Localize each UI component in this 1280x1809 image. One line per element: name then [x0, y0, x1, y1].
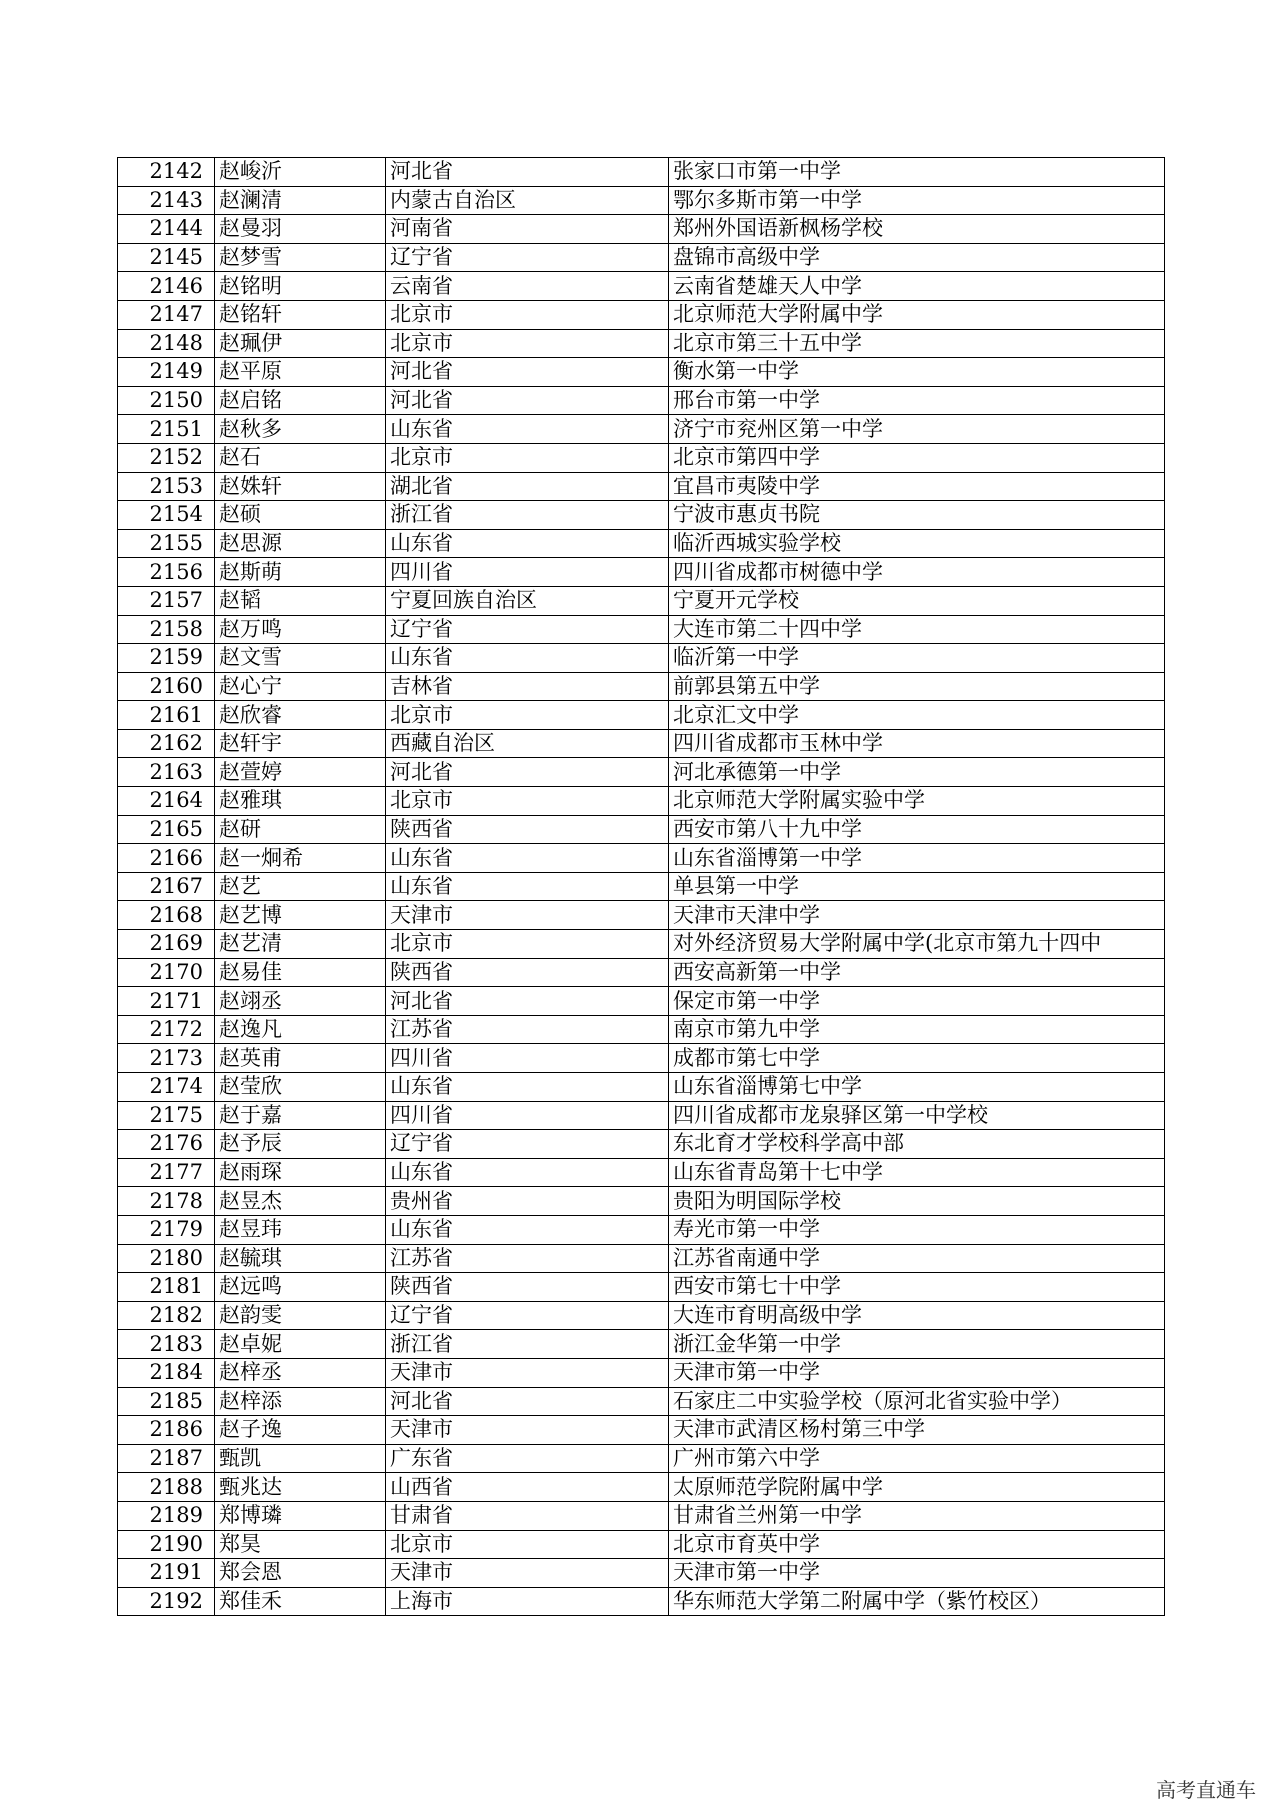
province-cell: 北京市	[386, 329, 669, 358]
row-number-cell: 2154	[118, 501, 215, 530]
student-name-cell: 赵铭明	[215, 272, 386, 301]
province-cell: 辽宁省	[386, 243, 669, 272]
province-cell: 河北省	[386, 758, 669, 787]
table-row	[118, 1101, 1165, 1130]
table-row	[118, 1130, 1165, 1159]
province-cell: 辽宁省	[386, 1130, 669, 1159]
student-name-cell: 赵昱玮	[215, 1215, 386, 1244]
province-cell: 云南省	[386, 272, 669, 301]
school-name-cell: 前郭县第五中学	[669, 672, 1165, 701]
school-name-cell: 云南省楚雄天人中学	[669, 272, 1165, 301]
table-row	[118, 272, 1165, 301]
table-row	[118, 1559, 1165, 1588]
school-name-cell: 江苏省南通中学	[669, 1244, 1165, 1273]
row-number-cell: 2165	[118, 815, 215, 844]
table-row	[118, 1330, 1165, 1359]
table-row	[118, 1444, 1165, 1473]
province-cell: 山西省	[386, 1473, 669, 1502]
province-cell: 广东省	[386, 1444, 669, 1473]
row-number-cell: 2159	[118, 644, 215, 673]
row-number-cell: 2153	[118, 472, 215, 501]
school-name-cell: 单县第一中学	[669, 872, 1165, 901]
table-row	[118, 1473, 1165, 1502]
row-number-cell: 2173	[118, 1044, 215, 1073]
row-number-cell: 2188	[118, 1473, 215, 1502]
student-name-cell: 郑佳禾	[215, 1587, 386, 1616]
school-name-cell: 济宁市兖州区第一中学	[669, 415, 1165, 444]
table-row	[118, 729, 1165, 758]
school-name-cell: 保定市第一中学	[669, 987, 1165, 1016]
student-name-cell: 赵心宁	[215, 672, 386, 701]
table-row	[118, 930, 1165, 959]
student-name-cell: 赵英甫	[215, 1044, 386, 1073]
table-row	[118, 1015, 1165, 1044]
school-name-cell: 太原师范学院附属中学	[669, 1473, 1165, 1502]
province-cell: 四川省	[386, 1101, 669, 1130]
student-name-cell: 赵艺	[215, 872, 386, 901]
school-name-cell: 山东省淄博第一中学	[669, 844, 1165, 873]
province-cell: 上海市	[386, 1587, 669, 1616]
province-cell: 天津市	[386, 1358, 669, 1387]
table-row	[118, 1158, 1165, 1187]
school-name-cell: 盘锦市高级中学	[669, 243, 1165, 272]
school-name-cell: 山东省青岛第十七中学	[669, 1158, 1165, 1187]
table-row	[118, 1044, 1165, 1073]
school-name-cell: 大连市第二十四中学	[669, 615, 1165, 644]
province-cell: 湖北省	[386, 472, 669, 501]
row-number-cell: 2192	[118, 1587, 215, 1616]
student-name-cell: 赵斯萌	[215, 558, 386, 587]
row-number-cell: 2151	[118, 415, 215, 444]
row-number-cell: 2191	[118, 1559, 215, 1588]
row-number-cell: 2184	[118, 1358, 215, 1387]
row-number-cell: 2157	[118, 586, 215, 615]
watermark-text: 高考直通车	[1156, 1778, 1256, 1802]
province-cell: 西藏自治区	[386, 729, 669, 758]
row-number-cell: 2170	[118, 958, 215, 987]
school-name-cell: 四川省成都市龙泉驿区第一中学校	[669, 1101, 1165, 1130]
school-name-cell: 甘肃省兰州第一中学	[669, 1501, 1165, 1530]
student-name-cell: 赵姝轩	[215, 472, 386, 501]
school-name-cell: 西安高新第一中学	[669, 958, 1165, 987]
school-name-cell: 四川省成都市树德中学	[669, 558, 1165, 587]
student-name-cell: 赵曼羽	[215, 215, 386, 244]
table-row	[118, 701, 1165, 730]
school-name-cell: 南京市第九中学	[669, 1015, 1165, 1044]
province-cell: 江苏省	[386, 1244, 669, 1273]
student-name-cell: 赵雨琛	[215, 1158, 386, 1187]
student-name-cell: 赵易佳	[215, 958, 386, 987]
student-name-cell: 赵轩宇	[215, 729, 386, 758]
table-row	[118, 472, 1165, 501]
row-number-cell: 2150	[118, 386, 215, 415]
table-row	[118, 1244, 1165, 1273]
province-cell: 山东省	[386, 644, 669, 673]
table-row	[118, 1587, 1165, 1616]
school-name-cell: 衡水第一中学	[669, 358, 1165, 387]
province-cell: 北京市	[386, 443, 669, 472]
province-cell: 北京市	[386, 701, 669, 730]
school-name-cell: 广州市第六中学	[669, 1444, 1165, 1473]
row-number-cell: 2180	[118, 1244, 215, 1273]
student-name-cell: 赵澜清	[215, 186, 386, 215]
province-cell: 河北省	[386, 158, 669, 187]
school-name-cell: 北京汇文中学	[669, 701, 1165, 730]
student-name-cell: 赵韵雯	[215, 1301, 386, 1330]
row-number-cell: 2181	[118, 1273, 215, 1302]
row-number-cell: 2163	[118, 758, 215, 787]
student-name-cell: 赵卓妮	[215, 1330, 386, 1359]
student-name-cell: 赵启铭	[215, 386, 386, 415]
table-row	[118, 529, 1165, 558]
school-name-cell: 宁波市惠贞书院	[669, 501, 1165, 530]
province-cell: 四川省	[386, 558, 669, 587]
school-name-cell: 北京市第四中学	[669, 443, 1165, 472]
row-number-cell: 2147	[118, 300, 215, 329]
province-cell: 吉林省	[386, 672, 669, 701]
table-row	[118, 1387, 1165, 1416]
school-name-cell: 宁夏开元学校	[669, 586, 1165, 615]
school-name-cell: 临沂西城实验学校	[669, 529, 1165, 558]
student-name-cell: 赵欣睿	[215, 701, 386, 730]
school-name-cell: 浙江金华第一中学	[669, 1330, 1165, 1359]
school-name-cell: 四川省成都市玉林中学	[669, 729, 1165, 758]
student-name-cell: 赵硕	[215, 501, 386, 530]
student-name-cell: 郑昊	[215, 1530, 386, 1559]
student-name-cell: 赵艺清	[215, 930, 386, 959]
school-name-cell: 西安市第八十九中学	[669, 815, 1165, 844]
province-cell: 北京市	[386, 300, 669, 329]
student-name-cell: 赵秋多	[215, 415, 386, 444]
student-name-cell: 甄凯	[215, 1444, 386, 1473]
table-row	[118, 186, 1165, 215]
table-row	[118, 872, 1165, 901]
student-name-cell: 赵艺博	[215, 901, 386, 930]
school-name-cell: 贵阳为明国际学校	[669, 1187, 1165, 1216]
table-row	[118, 787, 1165, 816]
school-name-cell: 东北育才学校科学高中部	[669, 1130, 1165, 1159]
province-cell: 天津市	[386, 901, 669, 930]
row-number-cell: 2167	[118, 872, 215, 901]
province-cell: 山东省	[386, 872, 669, 901]
row-number-cell: 2143	[118, 186, 215, 215]
row-number-cell: 2174	[118, 1073, 215, 1102]
table-row	[118, 901, 1165, 930]
student-name-cell: 赵文雪	[215, 644, 386, 673]
province-cell: 山东省	[386, 844, 669, 873]
student-name-cell: 赵梓丞	[215, 1358, 386, 1387]
province-cell: 浙江省	[386, 501, 669, 530]
row-number-cell: 2144	[118, 215, 215, 244]
row-number-cell: 2175	[118, 1101, 215, 1130]
table-row	[118, 758, 1165, 787]
school-name-cell: 北京师范大学附属实验中学	[669, 787, 1165, 816]
school-name-cell: 寿光市第一中学	[669, 1215, 1165, 1244]
row-number-cell: 2145	[118, 243, 215, 272]
province-cell: 山东省	[386, 1158, 669, 1187]
province-cell: 陕西省	[386, 958, 669, 987]
student-name-cell: 赵雅琪	[215, 787, 386, 816]
table-row	[118, 329, 1165, 358]
student-name-cell: 赵一炯希	[215, 844, 386, 873]
student-name-cell: 郑会恩	[215, 1559, 386, 1588]
student-name-cell: 赵毓琪	[215, 1244, 386, 1273]
province-cell: 贵州省	[386, 1187, 669, 1216]
table-row	[118, 215, 1165, 244]
province-cell: 江苏省	[386, 1015, 669, 1044]
student-name-cell: 赵平原	[215, 358, 386, 387]
school-name-cell: 对外经济贸易大学附属中学(北京市第九十四中	[669, 930, 1165, 959]
province-cell: 陕西省	[386, 815, 669, 844]
table-row	[118, 1416, 1165, 1445]
student-name-cell: 郑博璘	[215, 1501, 386, 1530]
row-number-cell: 2189	[118, 1501, 215, 1530]
school-name-cell: 临沂第一中学	[669, 644, 1165, 673]
student-name-cell: 赵子逸	[215, 1416, 386, 1445]
province-cell: 陕西省	[386, 1273, 669, 1302]
province-cell: 天津市	[386, 1416, 669, 1445]
row-number-cell: 2182	[118, 1301, 215, 1330]
row-number-cell: 2152	[118, 443, 215, 472]
row-number-cell: 2185	[118, 1387, 215, 1416]
school-name-cell: 山东省淄博第七中学	[669, 1073, 1165, 1102]
row-number-cell: 2158	[118, 615, 215, 644]
table-row	[118, 243, 1165, 272]
row-number-cell: 2183	[118, 1330, 215, 1359]
row-number-cell: 2162	[118, 729, 215, 758]
table-row	[118, 1215, 1165, 1244]
province-cell: 北京市	[386, 787, 669, 816]
row-number-cell: 2161	[118, 701, 215, 730]
table-row	[118, 158, 1165, 187]
row-number-cell: 2171	[118, 987, 215, 1016]
school-name-cell: 北京师范大学附属中学	[669, 300, 1165, 329]
student-name-cell: 赵远鸣	[215, 1273, 386, 1302]
row-number-cell: 2164	[118, 787, 215, 816]
student-name-cell: 赵韬	[215, 586, 386, 615]
province-cell: 甘肃省	[386, 1501, 669, 1530]
row-number-cell: 2146	[118, 272, 215, 301]
student-name-cell: 赵思源	[215, 529, 386, 558]
row-number-cell: 2176	[118, 1130, 215, 1159]
school-name-cell: 天津市武清区杨村第三中学	[669, 1416, 1165, 1445]
row-number-cell: 2179	[118, 1215, 215, 1244]
student-name-cell: 赵石	[215, 443, 386, 472]
student-name-cell: 赵昱杰	[215, 1187, 386, 1216]
province-cell: 河北省	[386, 386, 669, 415]
province-cell: 辽宁省	[386, 1301, 669, 1330]
school-name-cell: 大连市育明高级中学	[669, 1301, 1165, 1330]
table-row	[118, 358, 1165, 387]
student-name-cell: 赵珮伊	[215, 329, 386, 358]
row-number-cell: 2177	[118, 1158, 215, 1187]
row-number-cell: 2156	[118, 558, 215, 587]
province-cell: 山东省	[386, 1215, 669, 1244]
school-name-cell: 天津市天津中学	[669, 901, 1165, 930]
row-number-cell: 2168	[118, 901, 215, 930]
school-name-cell: 张家口市第一中学	[669, 158, 1165, 187]
row-number-cell: 2166	[118, 844, 215, 873]
student-name-cell: 赵万鸣	[215, 615, 386, 644]
school-name-cell: 天津市第一中学	[669, 1559, 1165, 1588]
table-row	[118, 615, 1165, 644]
school-name-cell: 邢台市第一中学	[669, 386, 1165, 415]
province-cell: 宁夏回族自治区	[386, 586, 669, 615]
school-name-cell: 北京市育英中学	[669, 1530, 1165, 1559]
province-cell: 山东省	[386, 529, 669, 558]
table-row	[118, 987, 1165, 1016]
student-name-cell: 甄兆达	[215, 1473, 386, 1502]
table-row	[118, 1301, 1165, 1330]
student-name-cell: 赵峻沂	[215, 158, 386, 187]
province-cell: 北京市	[386, 930, 669, 959]
student-name-cell: 赵铭轩	[215, 300, 386, 329]
school-name-cell: 西安市第七十中学	[669, 1273, 1165, 1302]
table-row	[118, 443, 1165, 472]
school-name-cell: 华东师范大学第二附属中学（紫竹校区）	[669, 1587, 1165, 1616]
table-row	[118, 1073, 1165, 1102]
school-name-cell: 郑州外国语新枫杨学校	[669, 215, 1165, 244]
table-row	[118, 958, 1165, 987]
table-row	[118, 1187, 1165, 1216]
province-cell: 四川省	[386, 1044, 669, 1073]
table-row	[118, 300, 1165, 329]
table-row	[118, 672, 1165, 701]
row-number-cell: 2148	[118, 329, 215, 358]
school-name-cell: 宜昌市夷陵中学	[669, 472, 1165, 501]
school-name-cell: 石家庄二中实验学校（原河北省实验中学）	[669, 1387, 1165, 1416]
student-name-cell: 赵萱婷	[215, 758, 386, 787]
table-row	[118, 644, 1165, 673]
school-name-cell: 北京市第三十五中学	[669, 329, 1165, 358]
table-row	[118, 815, 1165, 844]
row-number-cell: 2172	[118, 1015, 215, 1044]
row-number-cell: 2149	[118, 358, 215, 387]
table-row	[118, 415, 1165, 444]
province-cell: 河北省	[386, 987, 669, 1016]
province-cell: 天津市	[386, 1559, 669, 1588]
student-name-cell: 赵于嘉	[215, 1101, 386, 1130]
row-number-cell: 2155	[118, 529, 215, 558]
school-name-cell: 河北承德第一中学	[669, 758, 1165, 787]
student-name-cell: 赵翊丞	[215, 987, 386, 1016]
school-name-cell: 成都市第七中学	[669, 1044, 1165, 1073]
school-name-cell: 天津市第一中学	[669, 1358, 1165, 1387]
table-row	[118, 1358, 1165, 1387]
student-name-cell: 赵莹欣	[215, 1073, 386, 1102]
row-number-cell: 2186	[118, 1416, 215, 1445]
table-row	[118, 586, 1165, 615]
province-cell: 北京市	[386, 1530, 669, 1559]
province-cell: 浙江省	[386, 1330, 669, 1359]
student-list-table	[117, 157, 1165, 1616]
row-number-cell: 2190	[118, 1530, 215, 1559]
table-body	[118, 158, 1165, 1616]
province-cell: 内蒙古自治区	[386, 186, 669, 215]
province-cell: 辽宁省	[386, 615, 669, 644]
table-row	[118, 501, 1165, 530]
row-number-cell: 2160	[118, 672, 215, 701]
province-cell: 山东省	[386, 415, 669, 444]
student-name-cell: 赵梓添	[215, 1387, 386, 1416]
table-row	[118, 1530, 1165, 1559]
school-name-cell: 鄂尔多斯市第一中学	[669, 186, 1165, 215]
province-cell: 河南省	[386, 215, 669, 244]
row-number-cell: 2169	[118, 930, 215, 959]
student-name-cell: 赵研	[215, 815, 386, 844]
table-row	[118, 386, 1165, 415]
student-name-cell: 赵予辰	[215, 1130, 386, 1159]
province-cell: 河北省	[386, 1387, 669, 1416]
student-name-cell: 赵梦雪	[215, 243, 386, 272]
student-name-cell: 赵逸凡	[215, 1015, 386, 1044]
table-row	[118, 1501, 1165, 1530]
table-row	[118, 558, 1165, 587]
province-cell: 山东省	[386, 1073, 669, 1102]
province-cell: 河北省	[386, 358, 669, 387]
row-number-cell: 2178	[118, 1187, 215, 1216]
row-number-cell: 2187	[118, 1444, 215, 1473]
row-number-cell: 2142	[118, 158, 215, 187]
table-row	[118, 1273, 1165, 1302]
table-row	[118, 844, 1165, 873]
